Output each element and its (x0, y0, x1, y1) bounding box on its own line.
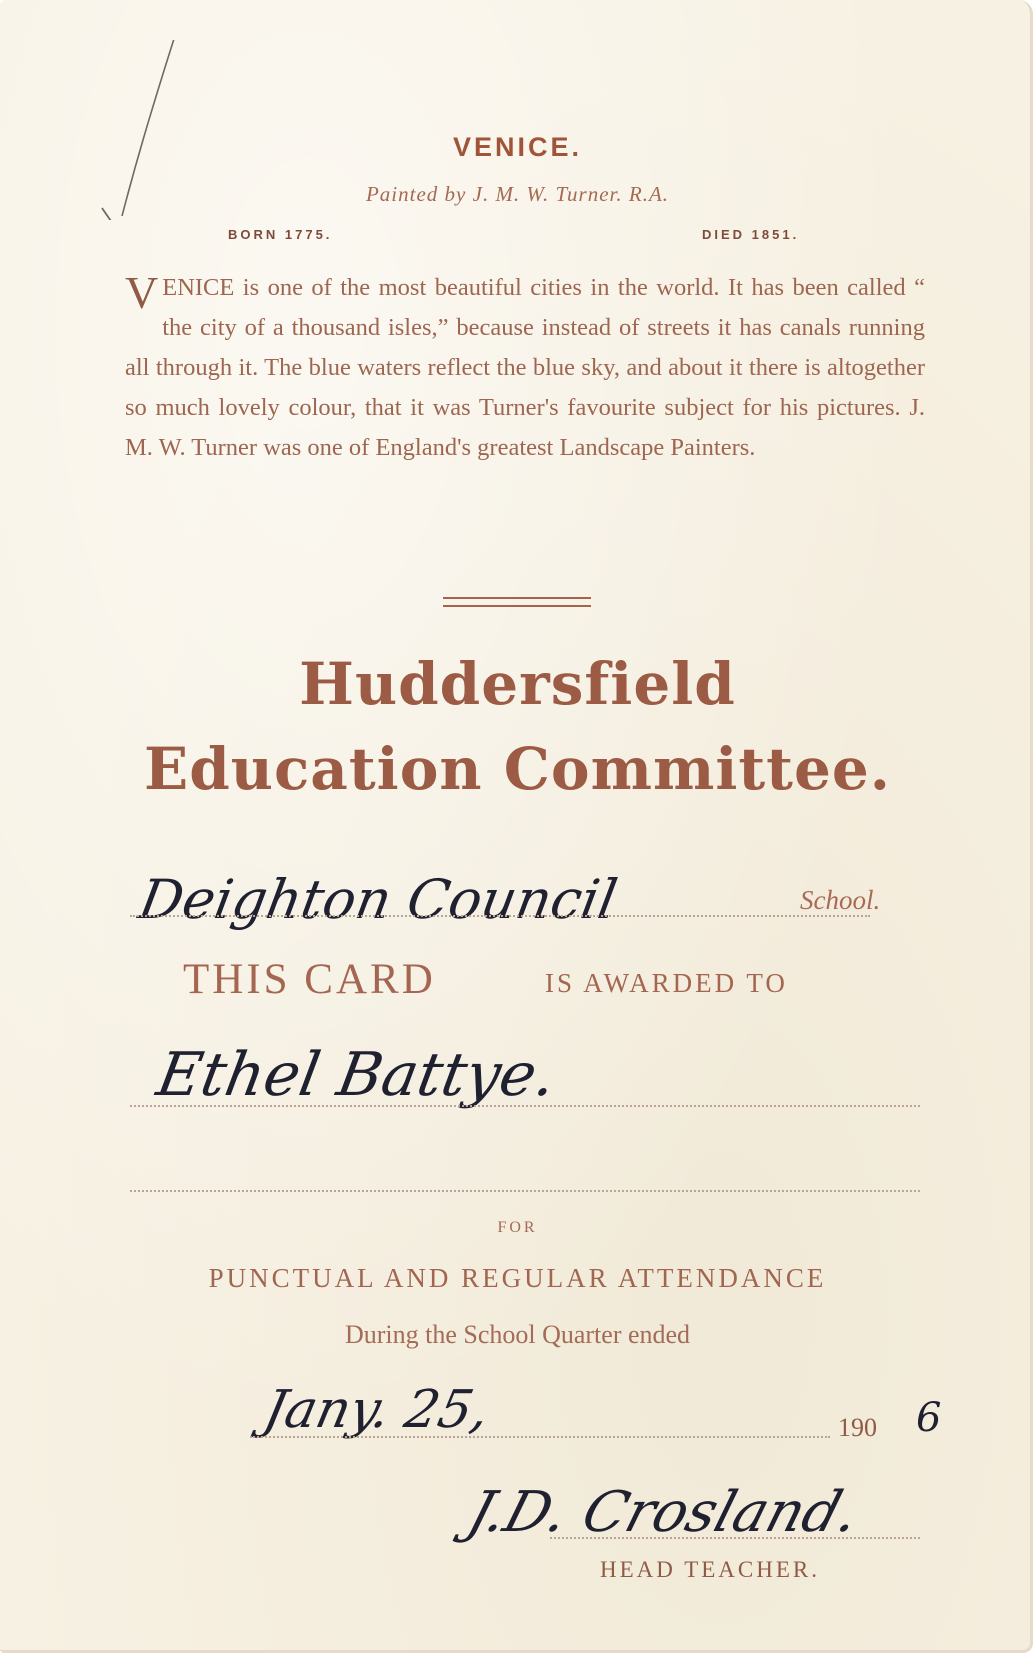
awarded-to-label: IS AWARDED TO (545, 968, 788, 998)
year-digit-handwritten: 6 (916, 1395, 942, 1441)
description-text: ENICE is one of the most beautiful cities in the world. It has been called “ the city of a thousand isles,” because instead of streets it has canals running all through it. The blue waters reflect the blue sky, and about it there is altogether so much lovely colour, that it was Turner's favourite subject for his pictures. J. M. W. Turner was one of England's greatest Landscape Painters. (125, 274, 925, 461)
committee-town: Huddersfield (299, 650, 736, 718)
date-handwritten: Jany. 25, (258, 1380, 495, 1440)
award-reason: PUNCTUAL AND REGULAR ATTENDANCE (208, 1263, 827, 1293)
blank-dotted-line (130, 1190, 920, 1192)
pupil-name-handwritten: Ethel Battye. (151, 1040, 562, 1110)
year-prefix: 190 (838, 1413, 877, 1442)
school-name-handwritten: Deighton Council (134, 868, 622, 931)
double-rule-divider (443, 597, 591, 607)
quarter-ended-label: During the School Quarter ended (344, 1320, 691, 1349)
painter-credit: Painted by J. M. W. Turner. R.A. (365, 182, 670, 206)
description-paragraph (125, 268, 925, 468)
drop-cap: V (125, 267, 159, 318)
died-year: DIED 1851. (702, 227, 800, 242)
school-dotted-line (130, 915, 870, 917)
head-teacher-signature: J.D. Crosland. (460, 1480, 867, 1545)
artwork-title: VENICE. (452, 132, 583, 162)
signature-dotted-line (550, 1537, 920, 1539)
pupil-dotted-line (130, 1105, 920, 1107)
this-card-label: THIS CARD (183, 956, 436, 1003)
born-year: BORN 1775. (228, 227, 333, 242)
school-suffix: School. (800, 885, 881, 915)
date-dotted-line (250, 1436, 830, 1438)
for-label: FOR (497, 1219, 538, 1236)
head-teacher-label: HEAD TEACHER. (600, 1557, 821, 1582)
committee-name: Education Committee. (144, 735, 891, 803)
